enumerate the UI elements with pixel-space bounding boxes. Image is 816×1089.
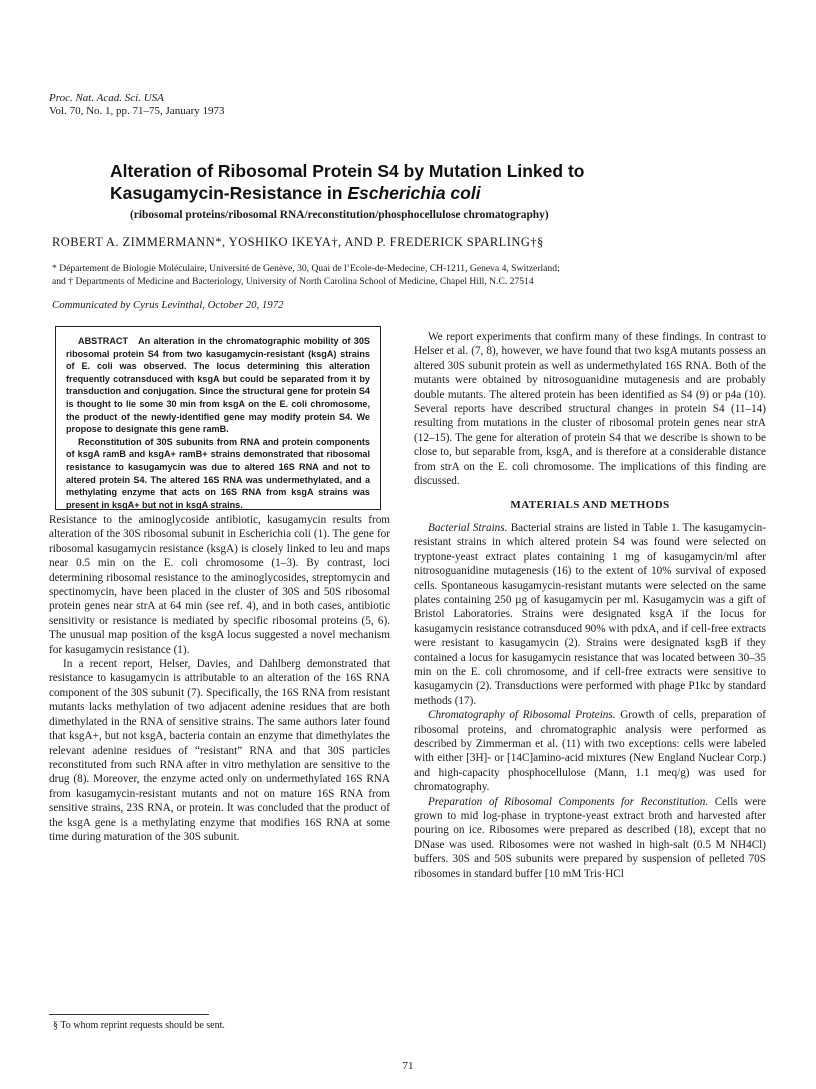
title-line-2-text: Kasugamycin-Resistance in [110,183,348,203]
run-in-heading: Preparation of Ribosomal Components for Reconstitution. [428,795,709,808]
paragraph-text: Cells were grown to mid log-phase in tryptone-yeast extract broth and harvested after pouring on ice. Ribosomes were prepared as described (18), except that no DNase was used. Ribosomes were not washed in high-salt (0.5 M NH4Cl) buffers. 30S and 50S subunits were prepared by suspension of pelleted 70S ribosomes in standard buffer [10 mM Tris·HCl [414,795,767,880]
title-organism: Escherichia coli [347,183,481,203]
journal-header [49,92,224,118]
title-line-2 [110,183,481,203]
footnote-divider [49,1014,209,1015]
title-line-1: Alteration of Ribosomal Protein S4 by Mutation Linked to [110,161,585,181]
journal-name: Proc. Nat. Acad. Sci. USA [49,92,164,104]
left-column [49,513,390,844]
abstract-paragraph-1 [66,335,370,436]
affiliation-line-1: * Département de Biologie Moléculaire, Université de Genève, 30, Quai de l’Ecole-de-Medecine, CH-1211, Geneva 4, Switzerland; [52,263,560,274]
run-in-heading: Bacterial Strains. [428,521,508,534]
article-title [110,160,750,204]
paragraph-text: Growth of cells, preparation of ribosomal proteins, and chromatographic analysis were performed as described by Zimmerman et al. (11) with two exceptions: cells were labeled with either [3H]- or [14C]amino-acid mixtures (New England Nuclear Corp.) and high-capacity phosphocellulose (Mann, 1.1 meq/g) was used for chromatography. [414,709,766,794]
abstract-text-1: An alteration in the chromatographic mobility of 30S ribosomal protein S4 from two kasugamycin-resistant (ksgA) strains of E. coli was observed. The locus determining this alteration frequently cotransduced with ksgA but could be separated from it by transduction and conjugation. Since the structural gene for protein S4 is thought to lie some 30 min from ksgA on the E. coli chromosome, the product of the newly-identified gene may modify protein S4. We propose to designate this gene ramB. [66,336,370,435]
affiliation-line-2: and † Departments of Medicine and Bacteriology, University of North Carolina School of Medicine, Chapel Hill, N.C. 27514 [52,276,534,287]
communicated-by: Communicated by Cyrus Levinthal, October 20, 1972 [52,299,284,311]
page-number: 71 [402,1060,414,1072]
author-list: ROBERT A. ZIMMERMANN*, YOSHIKO IKEYA†, AND P. FREDERICK SPARLING†§ [52,235,544,249]
body-paragraph: Resistance to the aminoglycoside antibiotic, kasugamycin results from alteration of the 30S ribosomal subunit in Escherichia coli (1). The gene for ribosomal kasugamycin resistance (ksgA) is closely linked to leu and maps near 0.5 min on the E. coli chromosome (1–3). By contrast, loci determining ribosomal resistance to the aminoglycosides, streptomycin and spectinomycin, have been placed in the cluster of 30S and 50S ribosomal protein genes near strA at 64 min (see ref. 4), and in both cases, antibiotic sensitivity or resistance is mediated by specific ribosomal proteins (5, 6). The unusual map position of the ksgA locus suggested a novel mechanism for kasugamycin resistance (1). [49,514,390,656]
paragraph-text: Bacterial strains are listed in Table 1. The kasugamycin-resistant strains in which altered protein S4 was found were selected on tryptone-yeast extract plates containing 1 mg of kasugamycin/ml after nitrosoguanidine mutagenesis (16) to the extent of 10% survival of exposed cells. Spontaneous kasugamycin-resistant mutants were selected on the same plates containing 250 µg of kasugamycin per ml. Kasugamycin was a gift of Bristol Laboratories. Strains were designated ksgA if the locus for kasugamycin resistance cotransduced 90% with pdxA, and if cell-free extracts were resistant to kasugamycin (2). Strains were designated ksgB if they contained a locus for kasugamycin resistance that was located between 30–35 min on the E. coli chromosome, and if cell-free extracts were sensitive to kasugamycin (2). Transductions were performed with phage P1kc by standard methods (17). [414,521,766,707]
body-paragraph [414,795,766,881]
run-in-heading: Chromatography of Ribosomal Proteins. [428,709,616,722]
footnote: § To whom reprint requests should be sent. [53,1020,225,1031]
right-column [414,330,766,881]
abstract-box [55,326,381,510]
body-paragraph [414,708,766,794]
body-paragraph: We report experiments that confirm many of these findings. In contrast to Helser et al. (7, 8), however, we have found that two ksgA mutants possess an altered 30S subunit protein as well as undermethylated 16S RNA. Both of the mutants were obtained by nitrosoguanidine mutagenesis and are probably double mutants. The altered protein has been identified as S4 (9) or p4a (10). Several reports have described structural changes in protein S4 (11–14) resulting from mutations in the cluster of ribosomal protein genes near strA (12–15). The gene for alteration of protein S4 that we describe is shown to be close to, but separable from, ksgA, and is therefore at a considerable distance from strA on the E. coli chromosome. The implications of this finding are discussed. [414,331,766,488]
keywords-subtitle: (ribosomal proteins/ribosomal RNA/reconstitution/phosphocellulose chromatography) [130,209,549,221]
body-paragraph: In a recent report, Helser, Davies, and Dahlberg demonstrated that resistance to kasugamycin is attributable to an alteration of the 16S RNA component of the 30S subunit (7). Specifically, the 16S RNA from resistant mutants lacks methylation of two adjacent adenine residues that are both dimethylated in the RNA of sensitive strains. The same authors later found that ksgA+, but not ksgA, bacteria contain an enzyme that dimethylates the relevant adenine residues of “resistant” RNA and that 30S particles reconstituted from such RNA after in vitro methylation are sensitive to the drug (8). Moreover, the enzyme acted only on undermethylated 16S RNA from kasugamycin-resistant mutants and not on mature 16S RNA from sensitive strains, 23S RNA, or protein. It was concluded that the product of the ksgA gene is a methylating enzyme that modifies 16S RNA at some time during maturation of the 30S subunit. [49,658,390,843]
body-paragraph [414,521,766,708]
abstract-label: ABSTRACT [78,336,129,346]
affiliations [52,262,764,288]
section-heading: MATERIALS AND METHODS [510,499,670,512]
journal-issue: Vol. 70, No. 1, pp. 71–75, January 1973 [49,105,225,117]
abstract-paragraph-2: Reconstitution of 30S subunits from RNA and protein components of ksgA ramB and ksgA+ ramB+ strains demonstrated that ribosomal resistance to kasugamycin was due to altered 16S RNA and not to altered protein S4. The altered 16S RNA was undermethylated, and a methylating enzyme that acts on 16S RNA from ksgA strains was present in ksgA+ but not in ksgA strains. [66,436,370,510]
